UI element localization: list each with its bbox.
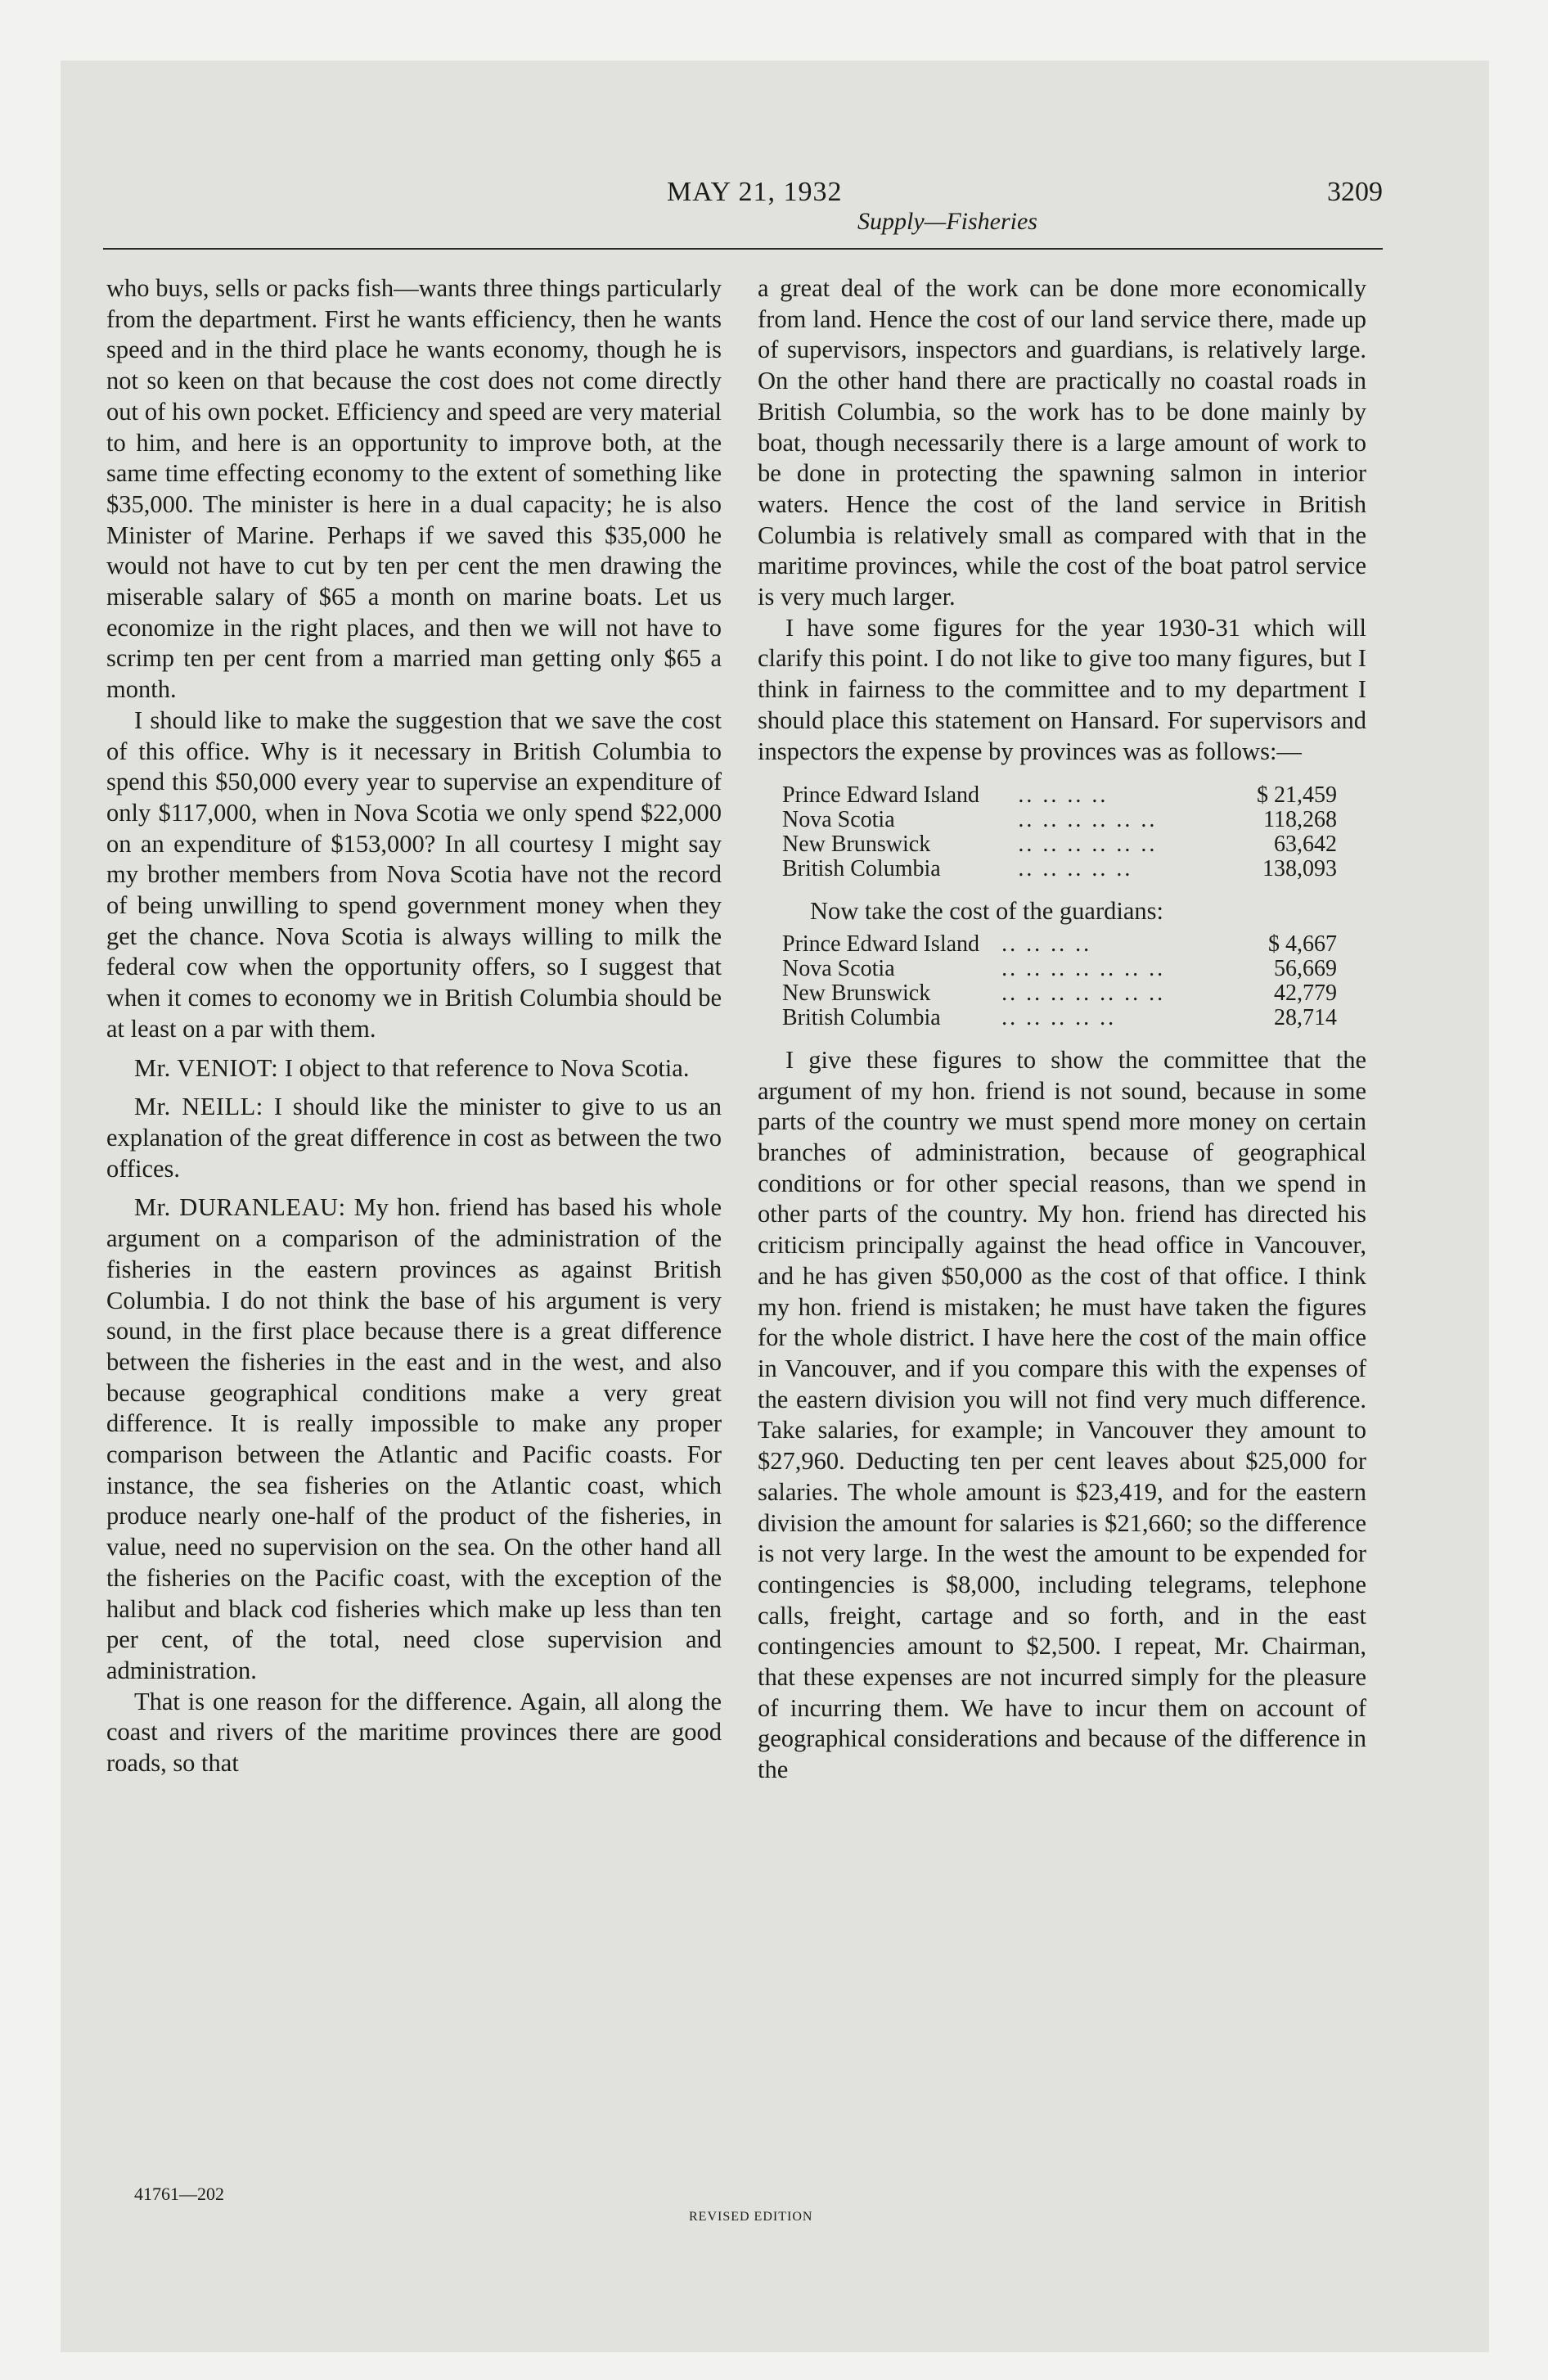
leader-dots: .. .. .. .. ..: [1001, 1005, 1117, 1030]
province-name: Nova Scotia: [782, 807, 895, 833]
amount: 42,779: [1274, 980, 1337, 1006]
paragraph: I have some figures for the year 1930-31 which will clarify this point. I do not like to give too many figures, but I think in fairness to the committee and to my department I should place this statement on Hansard. For supervisors and inspectors the expense by provinces was as follows:—: [758, 613, 1366, 765]
speaker-name: Mr. VENIOT:: [134, 1053, 279, 1082]
table-row: [758, 981, 1366, 1006]
speech-text: My hon. friend has based his whole argument on a comparison of the administration of the fisheries in the eastern provinces as against British Columbia. I do not think the base of his argument is very sound, in the first place because there is a great difference between the fisheries in the east and in the west, and also because geographical conditions make a very great difference. It is really impossible to make any proper comparison between the Atlantic and Pacific coasts. For instance, the sea fisheries on the Atlantic coast, which produce nearly one-half of the product of the fisheries, in value, need no supervision on the sea. On the other hand all the fisheries on the Pacific coast, with the exception of the halibut and black cod fisheries which make up less than ten per cent, of the total, need close supervision and administration.: [106, 1193, 722, 1684]
province-name: New Brunswick: [782, 832, 931, 858]
table-row: [758, 832, 1366, 857]
table-row: [758, 808, 1366, 832]
leader-dots: .. .. .. ..: [1001, 931, 1092, 957]
paragraph: I should like to make the suggestion that we save the cost of this office. Why is it necessary in British Columbia to spend this $50,000 every year to supervise an expenditure of only $117,000, when in Nova Scotia we only spend $22,000 on an expenditure of $153,000? In all courtesy I might say my brother members from Nova Scotia have not the record of being unwilling to spend government money when they get the chance. Nova Scotia is always willing to milk the federal cow when the opportunity offers, so I suggest that when it comes to economy we in British Columbia should be at least on a par with them.: [106, 705, 722, 1043]
left-column: [106, 273, 722, 1779]
section-title: Supply—Fisheries: [857, 208, 1037, 235]
table-row: [758, 783, 1366, 808]
speech-text: I object to that reference to Nova Scotia.: [278, 1053, 690, 1082]
right-column: [758, 273, 1366, 1786]
speaker-name: Mr. NEILL:: [134, 1093, 263, 1121]
leader-dots: .. .. .. .. .. .. ..: [1001, 956, 1166, 981]
leader-dots: .. .. .. .. .. .. ..: [1001, 980, 1166, 1006]
amount: $ 4,667: [1268, 931, 1337, 957]
table-row: [758, 932, 1366, 957]
table-row: [758, 857, 1366, 881]
supervisors-table: [758, 783, 1366, 881]
amount: 63,642: [1274, 832, 1337, 858]
paragraph: [106, 1092, 722, 1184]
amount: 56,669: [1274, 955, 1337, 981]
province-name: New Brunswick: [782, 980, 931, 1006]
footer-edition: REVISED EDITION: [689, 2210, 813, 2224]
leader-dots: .. .. .. ..: [1018, 783, 1109, 809]
speech-text: I should like the minister to give to us an explanation of the great difference in cost as between the two offices.: [106, 1093, 722, 1183]
amount: 118,268: [1263, 807, 1337, 833]
paragraph: [106, 1192, 722, 1686]
header-rule: [103, 248, 1383, 250]
speaker-name: Mr. DURANLEAU:: [134, 1193, 346, 1222]
paragraph: I give these figures to show the committee that the argument of my hon. friend is not sound, because in some parts of the country we must spend more money on certain branches of administration, because of geographical conditions or for other special reasons, than we spend in other parts of the country. My hon. friend has directed his criticism principally against the head office in Vancouver, and he has given $50,000 as the cost of that office. I think my hon. friend is mistaken; he must have taken the figures for the whole district. I have here the cost of the main office in Vancouver, and if you compare this with the expenses of the eastern division you will not find very much difference. Take salaries, for example; in Vancouver they amount to $27,960. Deducting ten per cent leaves about $25,000 for salaries. The whole amount is $23,419, and for the eastern division the amount for salaries is $21,660; so the difference is not very large. In the west the amount to be expended for contingencies is $8,000, including telegrams, telephone calls, freight, cartage and so forth, and in the east contingencies amount to $2,500. I repeat, Mr. Chairman, that these expenses are not incurred simply for the pleasure of incurring them. We have to incur them on account of geographical considerations and because of the difference in the: [758, 1045, 1366, 1784]
province-name: British Columbia: [782, 1004, 941, 1030]
paragraph: [106, 1053, 722, 1084]
province-name: Prince Edward Island: [782, 782, 980, 809]
leader-dots: .. .. .. .. .. ..: [1018, 832, 1158, 858]
page-number: 3209: [1327, 177, 1383, 207]
table-row: [758, 1006, 1366, 1030]
province-name: British Columbia: [782, 856, 941, 882]
amount: 28,714: [1274, 1004, 1337, 1030]
province-name: Prince Edward Island: [782, 931, 980, 957]
paragraph: a great deal of the work can be done more economically from land. Hence the cost of our land service there, made up of supervisors, inspectors and guardians, is relatively large. On the other hand there are practically no coastal roads in British Columbia, so the work has to be done mainly by boat, though necessarily there is a large amount of work to be done in protecting the spawning salmon in interior waters. Hence the cost of the land service in British Columbia is relatively small as compared with that in the maritime provinces, while the cost of the boat patrol service is very much larger.: [758, 274, 1366, 611]
paragraph: who buys, sells or packs fish—wants three things particularly from the department. First he wants efficiency, then he wants speed and in the third place he wants economy, though he is not so keen on that because the cost does not come directly out of his own pocket. Efficiency and speed are very material to him, and here is an opportunity to improve both, at the same time effecting economy to the extent of something like $35,000. The minister is here in a dual capacity; he is also Minister of Marine. Perhaps if we saved this $35,000 he would not have to cut by ten per cent the men drawing the miserable salary of $65 a month on marine boats. Let us economize in the right places, and then we will not have to scrimp ten per cent from a married man getting only $65 a month.: [106, 274, 722, 704]
amount: 138,093: [1262, 856, 1337, 882]
amount: $ 21,459: [1257, 782, 1337, 809]
leader-dots: .. .. .. .. .. ..: [1018, 808, 1158, 833]
page-date: MAY 21, 1932: [667, 177, 843, 207]
guardians-table: [758, 932, 1366, 1030]
table-row: [758, 957, 1366, 981]
leader-dots: .. .. .. .. ..: [1018, 857, 1133, 882]
table-intro: Now take the cost of the guardians:: [810, 897, 1163, 926]
footer-reference: 41761—202: [134, 2184, 224, 2204]
paragraph: That is one reason for the difference. Again, all along the coast and rivers of the maritime provinces there are good roads, so that: [106, 1687, 722, 1778]
province-name: Nova Scotia: [782, 955, 895, 981]
